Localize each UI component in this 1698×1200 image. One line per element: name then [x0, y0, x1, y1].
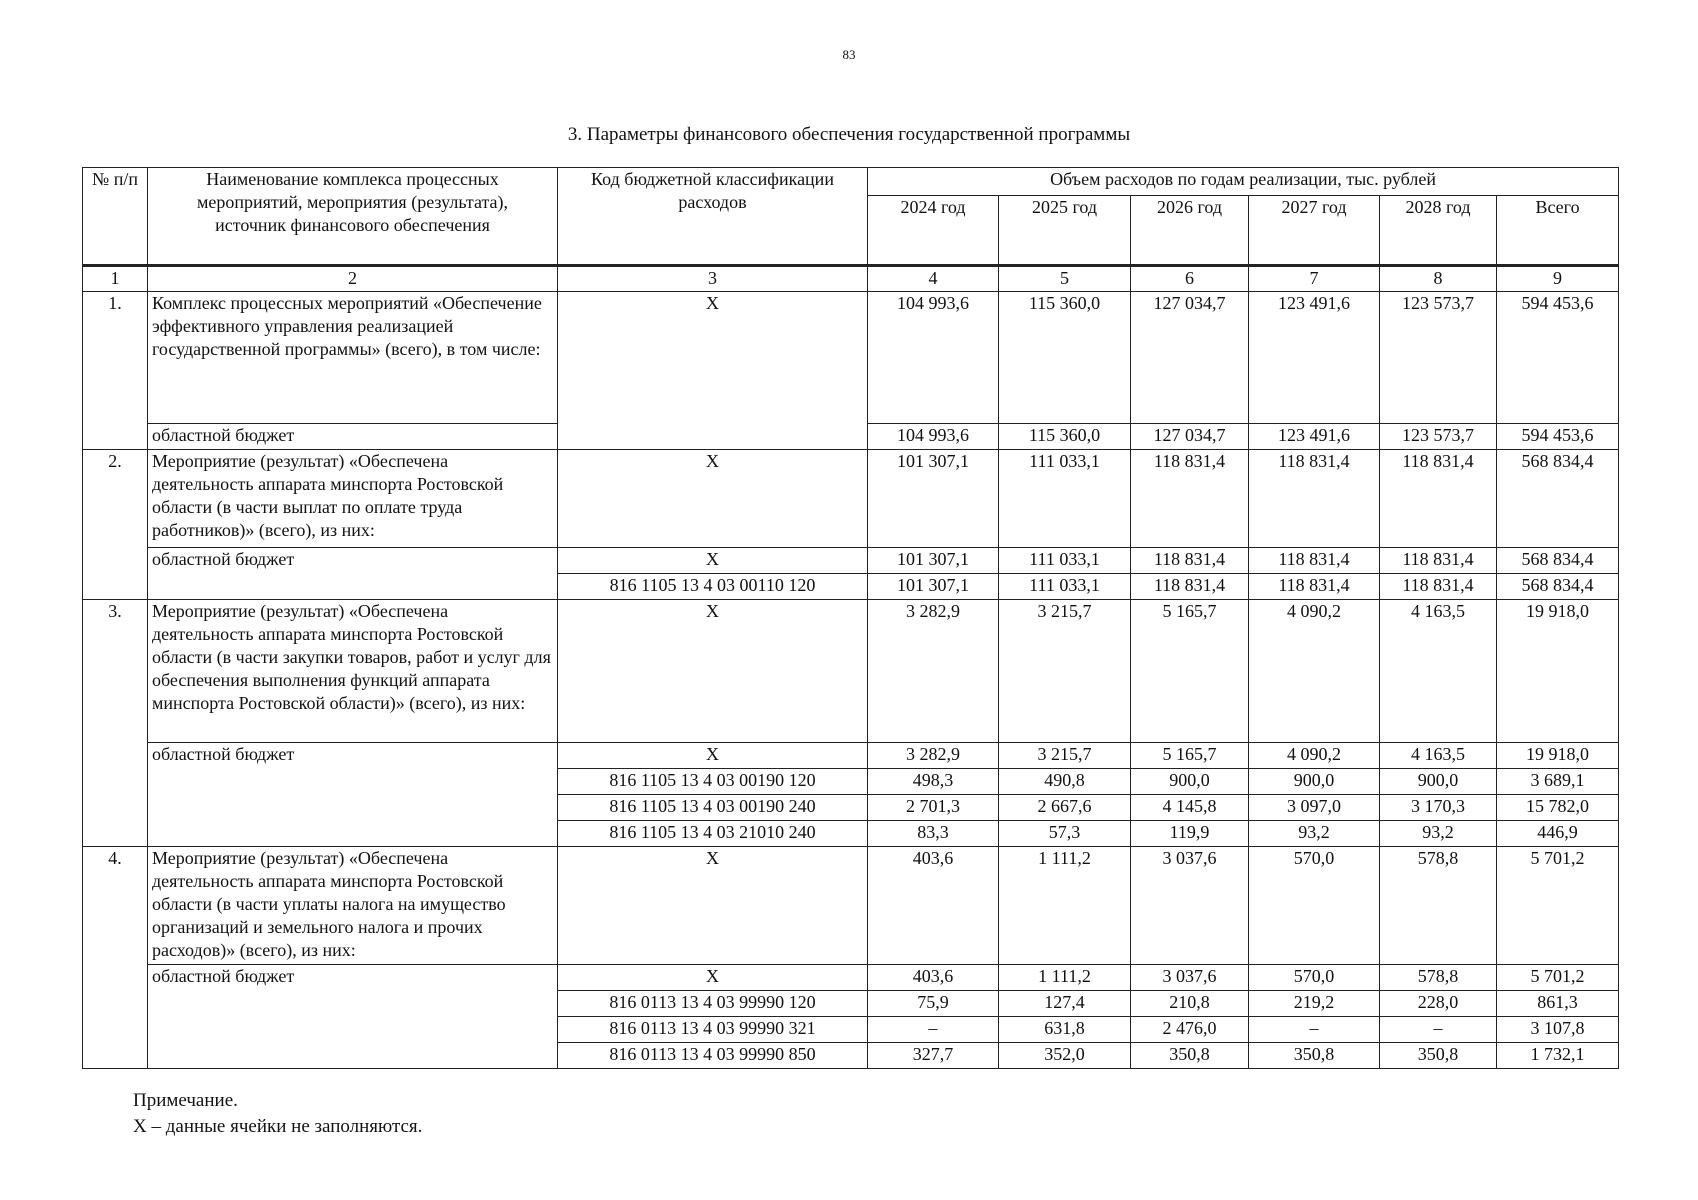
- row-value: 111 033,1: [999, 450, 1131, 548]
- row-value: 3 215,7: [999, 743, 1131, 769]
- row-value: 578,8: [1380, 847, 1497, 965]
- row-value: 75,9: [868, 991, 999, 1017]
- table-row: [83, 548, 1619, 574]
- row-code: 816 0113 13 4 03 99990 120: [558, 991, 868, 1017]
- row-value: 101 307,1: [868, 450, 999, 548]
- row-code: X: [558, 847, 868, 965]
- row-value: 219,2: [1249, 991, 1380, 1017]
- row-code: X: [558, 965, 868, 991]
- row-value: 568 834,4: [1497, 574, 1619, 600]
- row-value: 631,8: [999, 1017, 1131, 1043]
- row-value: 83,3: [868, 821, 999, 847]
- note-text: Х – данные ячейки не заполняются.: [133, 1116, 423, 1137]
- row-source: областной бюджет: [148, 965, 558, 1069]
- column-number: 2: [148, 266, 558, 292]
- row-value: 3 037,6: [1131, 847, 1249, 965]
- row-code: X: [558, 743, 868, 769]
- row-value: 118 831,4: [1131, 450, 1249, 548]
- row-value: 1 732,1: [1497, 1043, 1619, 1069]
- row-value: 93,2: [1380, 821, 1497, 847]
- row-value: 403,6: [868, 965, 999, 991]
- row-code: 816 1105 13 4 03 00110 120: [558, 574, 868, 600]
- row-value: 104 993,6: [868, 292, 999, 424]
- table-row: [83, 292, 1619, 424]
- row-number: 2.: [83, 450, 148, 600]
- row-value: 115 360,0: [999, 292, 1131, 424]
- header-code: Код бюджетной классификации расходов: [558, 168, 868, 266]
- row-name: Комплекс процессных мероприятий «Обеспечение эффективного управления реализацией государственной программы» (всего), в том числе:: [148, 292, 558, 424]
- row-value: 350,8: [1249, 1043, 1380, 1069]
- row-value: 123 573,7: [1380, 292, 1497, 424]
- financial-table: [82, 167, 1619, 1069]
- row-value: 5 701,2: [1497, 965, 1619, 991]
- row-value: 490,8: [999, 769, 1131, 795]
- header-year: 2026 год: [1131, 196, 1249, 266]
- row-value: 327,7: [868, 1043, 999, 1069]
- row-value: 123 491,6: [1249, 292, 1380, 424]
- header-volume: Объем расходов по годам реализации, тыс. рублей: [868, 168, 1619, 196]
- table-row: [83, 450, 1619, 548]
- header-year: 2028 год: [1380, 196, 1497, 266]
- table-row: [83, 965, 1619, 991]
- row-value: 3 689,1: [1497, 769, 1619, 795]
- row-value: 4 163,5: [1380, 600, 1497, 743]
- row-value: 101 307,1: [868, 548, 999, 574]
- row-value: 568 834,4: [1497, 450, 1619, 548]
- row-value: 15 782,0: [1497, 795, 1619, 821]
- row-value: 350,8: [1380, 1043, 1497, 1069]
- row-value: 118 831,4: [1131, 574, 1249, 600]
- row-value: 4 145,8: [1131, 795, 1249, 821]
- row-value: 861,3: [1497, 991, 1619, 1017]
- column-number: 9: [1497, 266, 1619, 292]
- row-value: 900,0: [1131, 769, 1249, 795]
- table-row: [83, 743, 1619, 769]
- row-source: областной бюджет: [148, 743, 558, 847]
- row-value: 2 701,3: [868, 795, 999, 821]
- row-value: 19 918,0: [1497, 600, 1619, 743]
- row-value: 115 360,0: [999, 424, 1131, 450]
- row-value: 210,8: [1131, 991, 1249, 1017]
- row-value: 118 831,4: [1249, 548, 1380, 574]
- row-value: 4 163,5: [1380, 743, 1497, 769]
- column-number: 6: [1131, 266, 1249, 292]
- header-name: Наименование комплекса процессных мероприятий, мероприятия (результата), источник финансового обеспечения: [148, 168, 558, 266]
- row-code: X: [558, 292, 868, 450]
- row-code: X: [558, 548, 868, 574]
- row-value: 5 701,2: [1497, 847, 1619, 965]
- header-year: 2025 год: [999, 196, 1131, 266]
- column-number: 3: [558, 266, 868, 292]
- row-value: 118 831,4: [1249, 450, 1380, 548]
- row-value: 118 831,4: [1131, 548, 1249, 574]
- row-value: 101 307,1: [868, 574, 999, 600]
- column-number: 7: [1249, 266, 1380, 292]
- column-number: 5: [999, 266, 1131, 292]
- row-value: 3 170,3: [1380, 795, 1497, 821]
- row-value: 57,3: [999, 821, 1131, 847]
- row-value: 1 111,2: [999, 965, 1131, 991]
- row-code: 816 1105 13 4 03 21010 240: [558, 821, 868, 847]
- row-value: 568 834,4: [1497, 548, 1619, 574]
- row-value: 123 491,6: [1249, 424, 1380, 450]
- row-number: 1.: [83, 292, 148, 450]
- row-value: 900,0: [1380, 769, 1497, 795]
- row-value: 352,0: [999, 1043, 1131, 1069]
- row-code: 816 1105 13 4 03 00190 240: [558, 795, 868, 821]
- row-value: 118 831,4: [1249, 574, 1380, 600]
- row-name: Мероприятие (результат) «Обеспечена деятельность аппарата минспорта Ростовской области (в части уплаты налога на имущество организаций и земельного налога и прочих расходов)» (всего), из них:: [148, 847, 558, 965]
- row-value: 3 037,6: [1131, 965, 1249, 991]
- row-name: Мероприятие (результат) «Обеспечена деятельность аппарата минспорта Ростовской области (в части выплат по оплате труда работников)» (всего), из них:: [148, 450, 558, 548]
- row-value: 3 107,8: [1497, 1017, 1619, 1043]
- row-value: 118 831,4: [1380, 450, 1497, 548]
- row-value: 350,8: [1131, 1043, 1249, 1069]
- row-source: областной бюджет: [148, 424, 558, 450]
- row-value: 111 033,1: [999, 574, 1131, 600]
- row-value: 123 573,7: [1380, 424, 1497, 450]
- note: [133, 1088, 422, 1140]
- row-value: –: [868, 1017, 999, 1043]
- row-code: 816 0113 13 4 03 99990 850: [558, 1043, 868, 1069]
- row-value: 498,3: [868, 769, 999, 795]
- note-title: Примечание.: [133, 1090, 238, 1111]
- row-code: X: [558, 600, 868, 743]
- column-numbers-row: [83, 266, 1619, 292]
- column-number: 8: [1380, 266, 1497, 292]
- row-value: 2 667,6: [999, 795, 1131, 821]
- row-value: 19 918,0: [1497, 743, 1619, 769]
- row-value: 118 831,4: [1380, 548, 1497, 574]
- row-value: 1 111,2: [999, 847, 1131, 965]
- row-value: 570,0: [1249, 965, 1380, 991]
- header-year: 2024 год: [868, 196, 999, 266]
- row-code: 816 0113 13 4 03 99990 321: [558, 1017, 868, 1043]
- row-name: Мероприятие (результат) «Обеспечена деятельность аппарата минспорта Ростовской области (в части закупки товаров, работ и услуг для обеспечения выполнения функций аппарата минспорта Ростовской области)» (всего), из них:: [148, 600, 558, 743]
- header-total: Всего: [1497, 196, 1619, 266]
- row-value: 127,4: [999, 991, 1131, 1017]
- row-source: областной бюджет: [148, 548, 558, 600]
- row-value: 3 215,7: [999, 600, 1131, 743]
- row-value: 594 453,6: [1497, 424, 1619, 450]
- row-value: 111 033,1: [999, 548, 1131, 574]
- row-value: 127 034,7: [1131, 292, 1249, 424]
- row-value: 119,9: [1131, 821, 1249, 847]
- row-value: 403,6: [868, 847, 999, 965]
- row-number: 3.: [83, 600, 148, 847]
- row-value: 118 831,4: [1380, 574, 1497, 600]
- row-code: 816 1105 13 4 03 00190 120: [558, 769, 868, 795]
- row-value: –: [1380, 1017, 1497, 1043]
- header-num: № п/п: [83, 168, 148, 266]
- page-number: 83: [842, 47, 856, 62]
- row-value: 5 165,7: [1131, 600, 1249, 743]
- row-value: 127 034,7: [1131, 424, 1249, 450]
- table-row: [83, 600, 1619, 743]
- row-code: X: [558, 450, 868, 548]
- row-value: 228,0: [1380, 991, 1497, 1017]
- row-value: 4 090,2: [1249, 743, 1380, 769]
- row-value: 5 165,7: [1131, 743, 1249, 769]
- row-value: 104 993,6: [868, 424, 999, 450]
- row-value: –: [1249, 1017, 1380, 1043]
- row-value: 900,0: [1249, 769, 1380, 795]
- page-title: 3. Параметры финансового обеспечения государственной программы: [567, 124, 1131, 145]
- row-value: 594 453,6: [1497, 292, 1619, 424]
- row-value: 2 476,0: [1131, 1017, 1249, 1043]
- column-number: 4: [868, 266, 999, 292]
- row-number: 4.: [83, 847, 148, 1069]
- header-year: 2027 год: [1249, 196, 1380, 266]
- column-number: 1: [83, 266, 148, 292]
- row-value: 578,8: [1380, 965, 1497, 991]
- row-value: 446,9: [1497, 821, 1619, 847]
- row-value: 3 282,9: [868, 743, 999, 769]
- row-value: 4 090,2: [1249, 600, 1380, 743]
- row-value: 3 282,9: [868, 600, 999, 743]
- row-value: 570,0: [1249, 847, 1380, 965]
- row-value: 93,2: [1249, 821, 1380, 847]
- table-row: [83, 847, 1619, 965]
- row-value: 3 097,0: [1249, 795, 1380, 821]
